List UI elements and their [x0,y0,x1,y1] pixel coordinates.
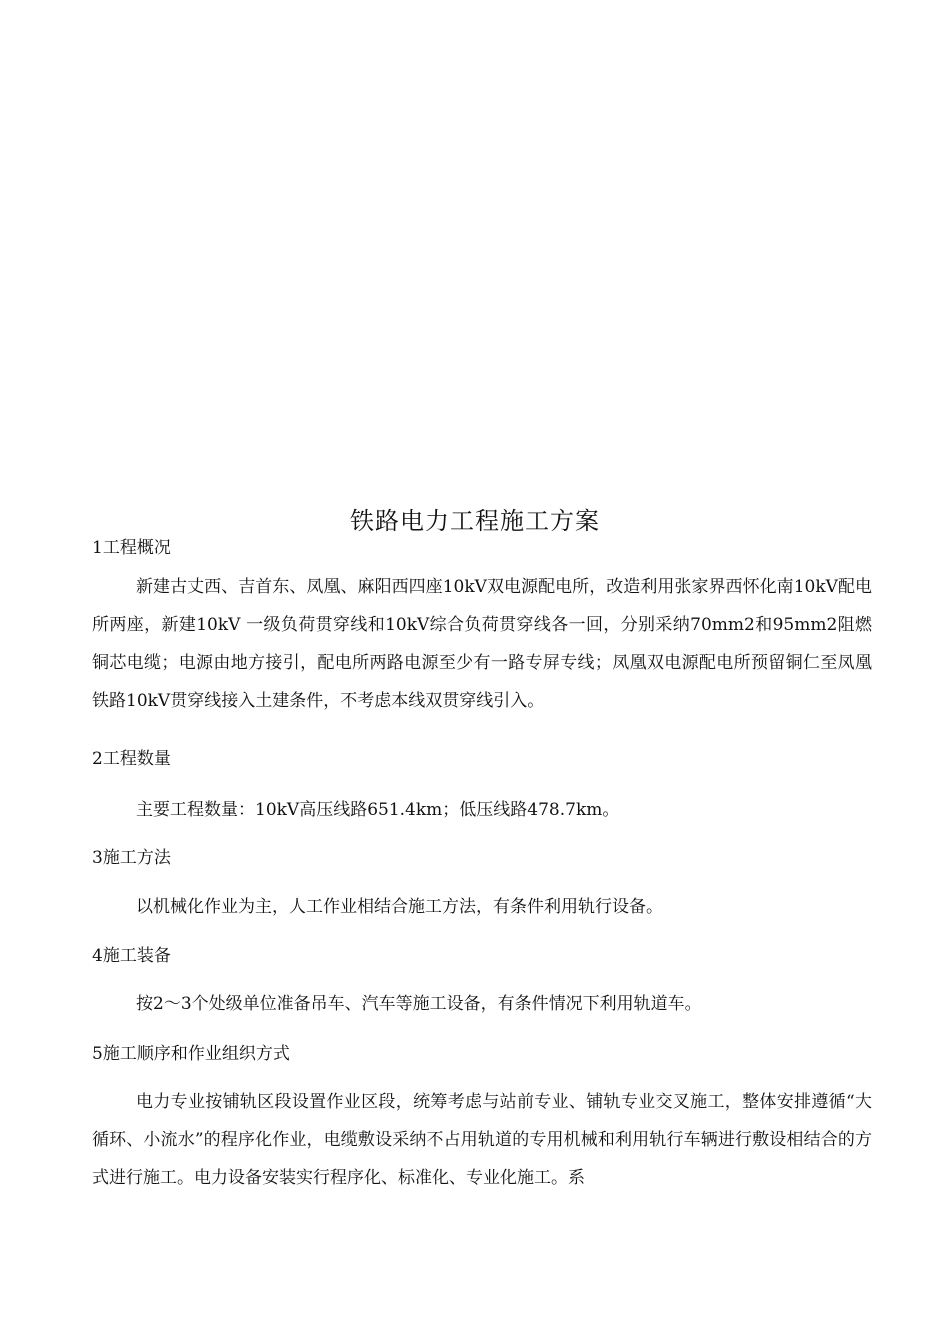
section-1-text: 新建古丈西、吉首东、凤凰、麻阳西四座10kV双电源配电所，改造利用张家界西怀化南10kV配电所两座，新建10kV 一级负荷贯穿线和10kV综合负荷贯穿线各一回，分别采纳70mm2和95mm2阻燃铜芯电缆；电源由地方接引，配电所两路电源至少有一路专屏专线；凤凰双电源配电所预留铜仁至凤凰铁路10kV贯穿线接入土建条件，不考虑本线双贯穿线引入。 [92,577,872,711]
section-4-text: 按2〜3个处级单位准备吊车、汽车等施工设备，有条件情况下利用轨道车。 [136,994,702,1014]
section-2-heading: 2工程数量 [92,749,171,769]
section-1-heading: 1工程概况 [92,538,171,558]
section-4-heading: 4施工装备 [92,946,171,966]
section-3-heading: 3施工方法 [92,848,171,868]
section-5-heading: 5施工顺序和作业组织方式 [92,1044,290,1064]
section-2-text: 主要工程数量：10kV高压线路651.4km；低压线路478.7km。 [136,800,620,820]
document-title: 铁路电力工程施工方案 [350,507,600,535]
section-3-text: 以机械化作业为主，人工作业相结合施工方法，有条件利用轨行设备。 [136,897,663,917]
section-5-text: 电力专业按铺轨区段设置作业区段，统筹考虑与站前专业、铺轨专业交叉施工，整体安排遵循“大循环、小流水”的程序化作业，电缆敷设采纳不占用轨道的专用机械和利用轨行车辆进行敷设相结合的方式进行施工。电力设备安装实行程序化、标准化、专业化施工。系 [92,1092,872,1188]
